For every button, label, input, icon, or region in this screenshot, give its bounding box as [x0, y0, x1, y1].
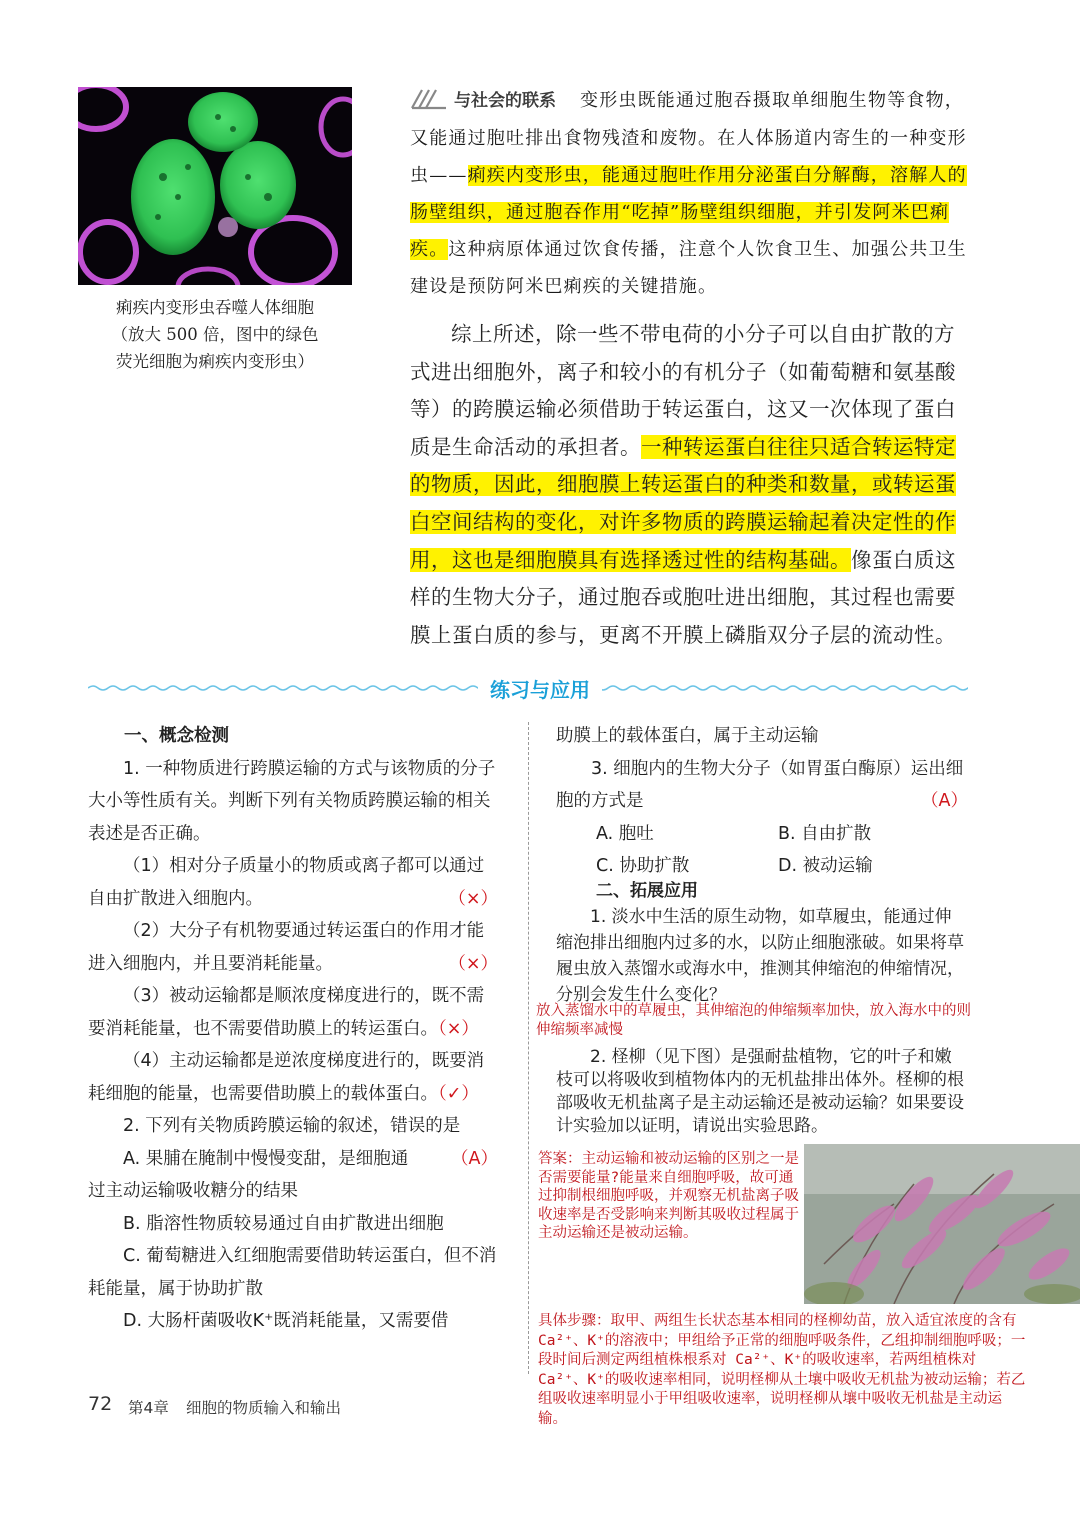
society-connection-box	[410, 82, 970, 305]
q1-stem: 1. 一种物质进行跨膜运输的方式与该物质的分子大小等性质有关。判断下列有关物质跨膜运输的相关表述是否正确。	[88, 758, 496, 844]
part2-q2	[556, 1046, 968, 1138]
q1-item-text: （3）被动运输都是顺浓度梯度进行的，既不需要消耗能量，也不需要借助膜上的转运蛋白。	[88, 986, 485, 1039]
q2-option: B. 脂溶性物质较易通过自由扩散进出细胞	[123, 1213, 444, 1234]
q1-item-text: （1）相对分子质量小的物质或离子都可以通过自由扩散进入细胞内。	[88, 856, 485, 909]
handwritten-answer-q1: 放入蒸馏水中的草履虫，其伸缩泡的伸缩频率加快，放入海水中的则伸缩频率减慢	[536, 1003, 971, 1038]
handwritten-steps: 具体步骤：取甲、两组生长状态基本相同的柽柳幼苗，放入适宜浓度的含有 Ca²⁺、K⁺的溶液中；甲组给予正常的细胞呼吸条件，乙组抑制细胞呼吸；一段时间后测定两组植株根系对 Ca²⁺、K⁺的吸收速率，若两组植株对 Ca²⁺、K⁺的吸收速率相同，说明柽柳从土壤中吸收无机盐为被动运输；若乙组吸收速率明显小于甲组吸收速率，说明柽柳从壤中吸收无机盐是主动运输。	[538, 1313, 1026, 1427]
summary-highlight: 一种转运蛋白往往只适合转运特定的物质，因此，细胞膜上转运蛋白的种类和数量，或转运蛋白空间结构的变化，对许多物质的跨膜运输起着决定性的作用，这也是细胞膜具有选择透过性的结构基础。	[410, 434, 956, 572]
part1-title: 一、概念检测	[124, 726, 229, 746]
q1-item	[88, 915, 498, 980]
q1-item	[88, 1045, 498, 1110]
caption-line: 痢疾内变形虫吞噬人体细胞	[116, 298, 314, 317]
q3-option: D. 被动运输	[778, 856, 873, 876]
hatch-icon	[410, 88, 448, 110]
q1-item-mark: （×）	[448, 888, 498, 909]
q2-text: 2. 下列有关物质跨膜运输的叙述，错误的是	[123, 1116, 461, 1136]
society-text: 变形虫既能通过胞吞摄取单细胞生物等食物，又能通过胞吐排出食物残渣和废物。在人体肠道内寄生的一种变形虫——	[410, 90, 967, 186]
summary-text-end: 像蛋白质这样的生物大分子，通过胞吞或胞吐进出细胞，其过程也需要膜上蛋白质的参与，更离不开膜上磷脂双分子层的流动性。	[410, 547, 956, 647]
part2-block	[556, 878, 968, 1008]
figure-caption	[78, 294, 352, 375]
q3-stem	[556, 753, 968, 818]
caption-line: 荧光细胞为痢疾内变形虫）	[116, 352, 314, 371]
q2-option-continued: 助膜上的载体蛋白，属于主动运输	[556, 726, 819, 746]
q2-stem	[88, 1110, 498, 1169]
chapter-label: 第4章	[128, 1399, 169, 1417]
section-title-text: 练习与应用	[478, 678, 602, 702]
q3-option: C. 协助扩散	[596, 856, 690, 876]
part2-q1: 1. 淡水中生活的原生动物，如草履虫，能通过伸缩泡排出细胞内过多的水，以防止细胞涨破。如果将草履虫放入蒸馏水或海水中，推测其伸缩泡的伸缩情况，分别会发生什么变化？	[556, 907, 964, 1005]
summary-paragraph	[410, 316, 970, 654]
summary-text: 综上所述，除一些不带电荷的小分子可以自由扩散的方式进出细胞外，离子和较小的有机分子（如葡萄糖和氨基酸等）的跨膜运输必须借助于转运蛋白，这又一次体现了蛋白质是生命活动的承担者。	[410, 322, 956, 459]
q2-answer: （A）	[451, 1148, 498, 1169]
part2-q2-text: 2. 柽柳（见下图）是强耐盐植物，它的叶子和嫩枝可以将吸收到植物体内的无机盐排出体外。柽柳的根部吸收无机盐离子是主动运输还是被动运输？如果要设计实验加以证明，请说出实验思路。	[556, 1047, 964, 1136]
handwritten-answer-q2: 答案：主动运输和被动运输的区别之一是否需要能量?能量来自细胞呼吸，故可通过抑制根细胞呼吸，并观察无机盐离子吸收速率是否受影响来判断其吸收过程属于主动运输还是被动运输。	[538, 1151, 799, 1241]
q1-item-text: （4）主动运输都是逆浓度梯度进行的，既要消耗细胞的能量，也需要借助膜上的载体蛋白。	[88, 1051, 485, 1104]
society-highlight: 痢疾内变形虫，能通过胞吐作用分泌蛋白分解酶，溶解人的肠壁组织，通过胞吞作用“吃掉”肠壁组织细胞，并引发阿米巴痢疾。	[410, 165, 967, 260]
q3-text: 3. 细胞内的生物大分子（如胃蛋白酶原）运出细胞的方式是	[556, 758, 964, 811]
q3-options-row	[556, 818, 968, 851]
page-number: 72	[88, 1393, 113, 1415]
q2-option: D. 大肠杆菌吸收K⁺既消耗能量，又需要借	[123, 1311, 449, 1331]
q3-answer: （A）	[921, 791, 968, 811]
tamarisk-photo	[804, 1144, 1080, 1304]
amoeba-micrograph	[78, 87, 352, 285]
column-separator	[528, 722, 529, 1374]
q1-item-mark: （✓）	[438, 1083, 479, 1104]
society-text-end: 这种病原体通过饮食传播，注意个人饮食卫生、加强公共卫生建设是预防阿米巴痢疾的关键措施。	[410, 239, 967, 297]
q2-option: C. 葡萄糖进入红细胞需要借助转运蛋白，但不消耗能量，属于协助扩散	[88, 1246, 497, 1299]
q1-item	[88, 980, 498, 1045]
exercise-left-column	[88, 720, 498, 1338]
section-title	[0, 674, 1080, 703]
chapter-title: 细胞的物质输入和输出	[186, 1399, 342, 1417]
q3-option: B. 自由扩散	[778, 823, 872, 844]
q1-item-text: （2）大分子有机物要通过转运蛋白的作用才能进入细胞内，并且要消耗能量。	[88, 921, 485, 974]
q3-option: A. 胞吐	[596, 823, 654, 844]
q1-item-mark: （×）	[448, 953, 498, 974]
q1-item-mark: （×）	[438, 1018, 479, 1039]
q1-item	[88, 850, 498, 915]
part2-title: 二、拓展应用	[596, 881, 698, 901]
society-heading: 与社会的联系	[454, 91, 556, 111]
caption-line: （放大 500 倍，图中的绿色	[111, 325, 319, 344]
exercise-right-column	[556, 720, 968, 883]
q2-option: A. 果脯在腌制中慢慢变甜，是细胞通过主动运输吸收糖分的结果	[88, 1148, 409, 1201]
